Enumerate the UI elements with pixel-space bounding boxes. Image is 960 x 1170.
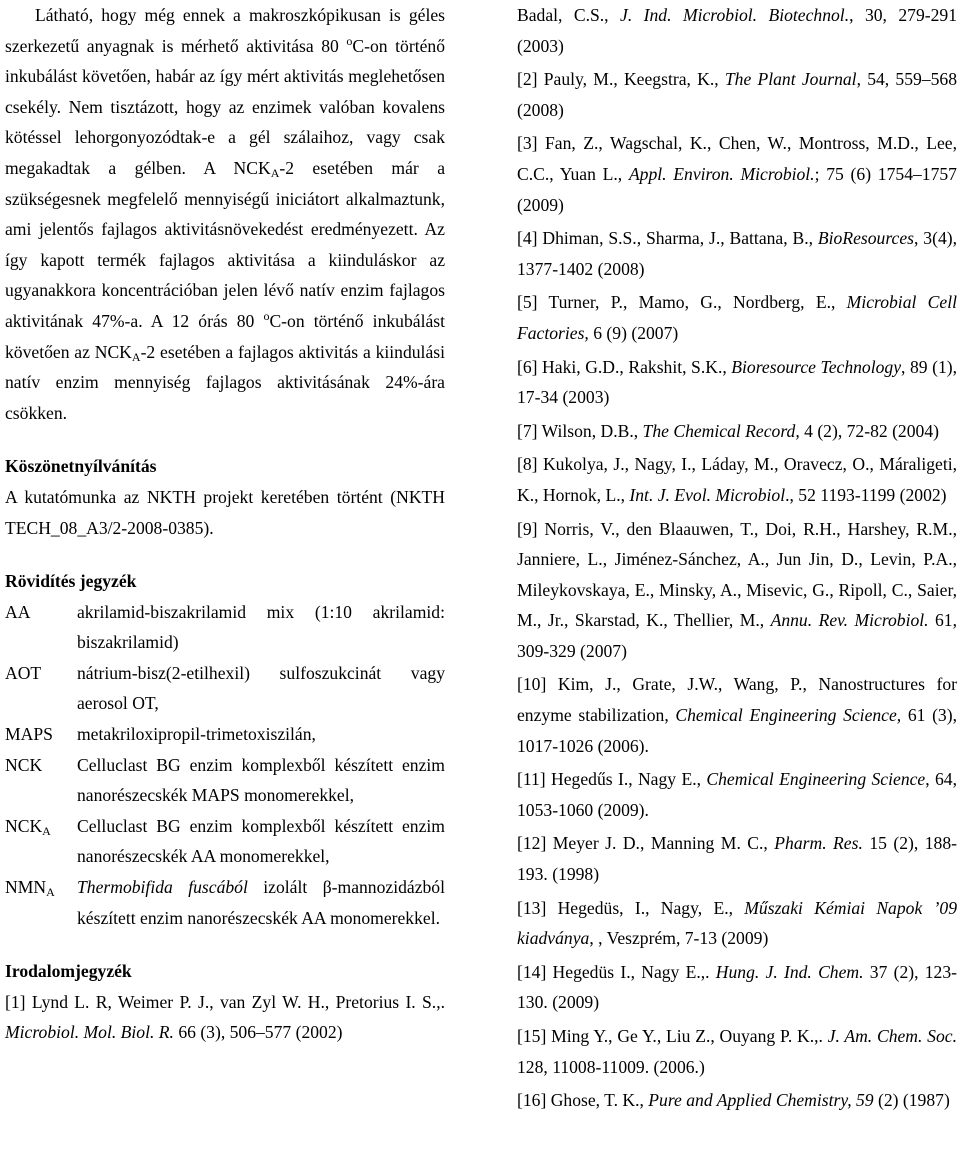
reference-item: [9] Norris, V., den Blaauwen, T., Doi, R.H., Harshey, R.M., Janniere, L., Jiménez-Sánchez, A., Jun Jin, D., Levin, P.A., Mileykovskaya, E., Minsky, A., Misevic, G., Ripoll, C., Saier, M., Jr., Skarstad, K., Thellier, M., Annu. Rev. Microbiol. 61, 309-329 (2007) (517, 518, 958, 661)
reference-item: [3] Fan, Z., Wagschal, K., Chen, W., Montross, M.D., Lee, C.C., Yuan L., Appl. Environ. Microbiol.; 75 (6) 1754–1757 (2009) (517, 133, 957, 215)
reference-list (517, 0, 957, 1116)
paragraph-text: C-on történő inkubálást követően, habár az így mért aktivitás meglehetősen csekély. Nem tisztázott, hogy az enzimek valóban kovalens kötéssel lehorgonyozódtak-e a gél szálaihoz, vagy csak megakadtak a gélben. A NCK (5, 35, 445, 178)
reference-item: [8] Kukolya, J., Nagy, I., Láday, M., Oravecz, O., Máraligeti, K., Hornok, L., Int. J. Evol. Microbiol., 52 1193-1199 (2002) (517, 454, 957, 505)
abbr-heading: Rövidítés jegyzék (5, 571, 137, 592)
paragraph-text: C-on történő inkubálást követően az NCK (5, 310, 446, 362)
reference-item: [10] Kim, J., Grate, J.W., Wang, P., Nanostructures for enzyme stabilization, Chemical Engineering Science, 61 (3), 1017-1026 (2006). (517, 674, 957, 756)
abbr-row (5, 872, 445, 933)
reference-item: [13] Hegedüs, I., Nagy, E., Műszaki Kémiai Napok ’09 kiadványa, , Veszprém, 7-13 (2009) (517, 897, 957, 949)
reference-item: [12] Meyer J. D., Manning M. C., Pharm. Res. 15 (2), 188-193. (1998) (517, 833, 957, 885)
reference-item: [4] Dhiman, S.S., Sharma, J., Battana, B., BioResources, 3(4), 1377-1402 (2008) (517, 228, 957, 279)
abbr-row (5, 719, 445, 750)
abbr-row (5, 750, 445, 811)
abbr-row (5, 597, 445, 658)
reference-item: [1] Lynd L. R, Weimer P. J., van Zyl W. H., Pretorius I. S.,. Microbiol. Mol. Biol. R. 66 (3), 506–577 (2002) (5, 991, 445, 1043)
right-column (517, 0, 957, 1116)
reference-item: [16] Ghose, T. K., Pure and Applied Chemistry, 59 (2) (1987) (517, 1090, 950, 1111)
reference-item: [15] Ming Y., Ge Y., Liu Z., Ouyang P. K.,. J. Am. Chem. Soc. 128, 11008-11009. (2006.) (517, 1026, 957, 1077)
paragraph-text: -2 esetében már a szükségesnek megfelelő mennyiségű iniciátort alkalmaztunk, ami jelentős fajlagos aktivitásnövekedést eredményezett. Az így kapott termék fajlagos aktivitása a kiinduláskor az ugyanakkora koncentrációban jelen lévő natív enzim fajlagos aktivitának 47%-a. A 12 órás 80 (5, 157, 445, 331)
reference-item: [14] Hegedüs I., Nagy E.,. Hung. J. Ind. Chem. 37 (2), 123-130. (2009) (517, 961, 958, 1013)
abbr-row (5, 658, 445, 719)
abbr-list (5, 597, 445, 872)
abbr-definition: nátrium-bisz(2-etilhexil) sulfoszukcinát vagy aerosol OT, (77, 662, 445, 714)
reference-item: [6] Haki, G.D., Rakshit, S.K., Bioresource Technology, 89 (1), 17-34 (2003) (517, 356, 957, 408)
abbr-term: AOT (5, 662, 42, 683)
ack-heading: Köszönetnyílvánítás (5, 456, 157, 477)
left-column (5, 0, 445, 1048)
reference-item: Badal, C.S., J. Ind. Microbiol. Biotechnol., 30, 279-291 (2003) (517, 5, 958, 56)
degree-superscript: o (346, 33, 353, 48)
paragraph-text: Látható, hogy még ennek a makroszkópikusan is géles szerkezetű anyagnak is mérhető aktivitása 80 (5, 5, 445, 56)
abbr-definition: metakriloxipropil-trimetoxiszilán, (77, 724, 316, 745)
abbr-term: NCK (5, 754, 43, 775)
reference-item: [2] Pauly, M., Keegstra, K., The Plant Journal, 54, 559–568 (2008) (517, 69, 958, 120)
abbr-term: AA (5, 601, 31, 622)
subscript: A (131, 349, 141, 364)
abbr-row (5, 811, 445, 872)
abbr-definition: Celluclast BG enzim komplexből készített enzim nanorészecskék MAPS monomerekkel, (77, 754, 445, 806)
degree-superscript: o (263, 308, 270, 323)
abbr-definition: akrilamid-biszakrilamid mix (1:10 akrilamid: biszakrilamid) (77, 601, 445, 653)
abbr-term: $NMN_A$ (5, 877, 55, 900)
reference-item: [5] Turner, P., Mamo, G., Nordberg, E., Microbial Cell Factories, 6 (9) (2007) (517, 292, 957, 343)
abbr-definition: Thermobifida fuscából izolált β-mannozidázból készített enzim nanorészecskék AA monomerekkel. (77, 877, 445, 928)
body-paragraph (5, 0, 445, 428)
reference-item: [11] Hegedűs I., Nagy E., Chemical Engineering Science, 64, 1053-1060 (2009). (517, 769, 957, 820)
references-heading: Irodalomjegyzék (5, 961, 132, 982)
abbr-definition: Celluclast BG enzim komplexből készített enzim nanorészecskék AA monomerekkel, (77, 815, 445, 867)
paragraph-text: -2 esetében a fajlagos aktivitás a kiindulási natív enzim mennyiség fajlagos aktivitásának 24%-ára csökken. (5, 341, 445, 423)
reference-item: [7] Wilson, D.B., The Chemical Record, 4 (2), 72-82 (2004) (517, 420, 939, 441)
ack-text: A kutatómunka az NKTH projekt keretében történt (NKTH TECH_08_A3/2-2008-0385). (5, 486, 445, 538)
abbr-term: MAPS (5, 724, 53, 745)
subscript: A (270, 165, 280, 180)
abbr-term: $NCK_A$ (5, 815, 51, 838)
